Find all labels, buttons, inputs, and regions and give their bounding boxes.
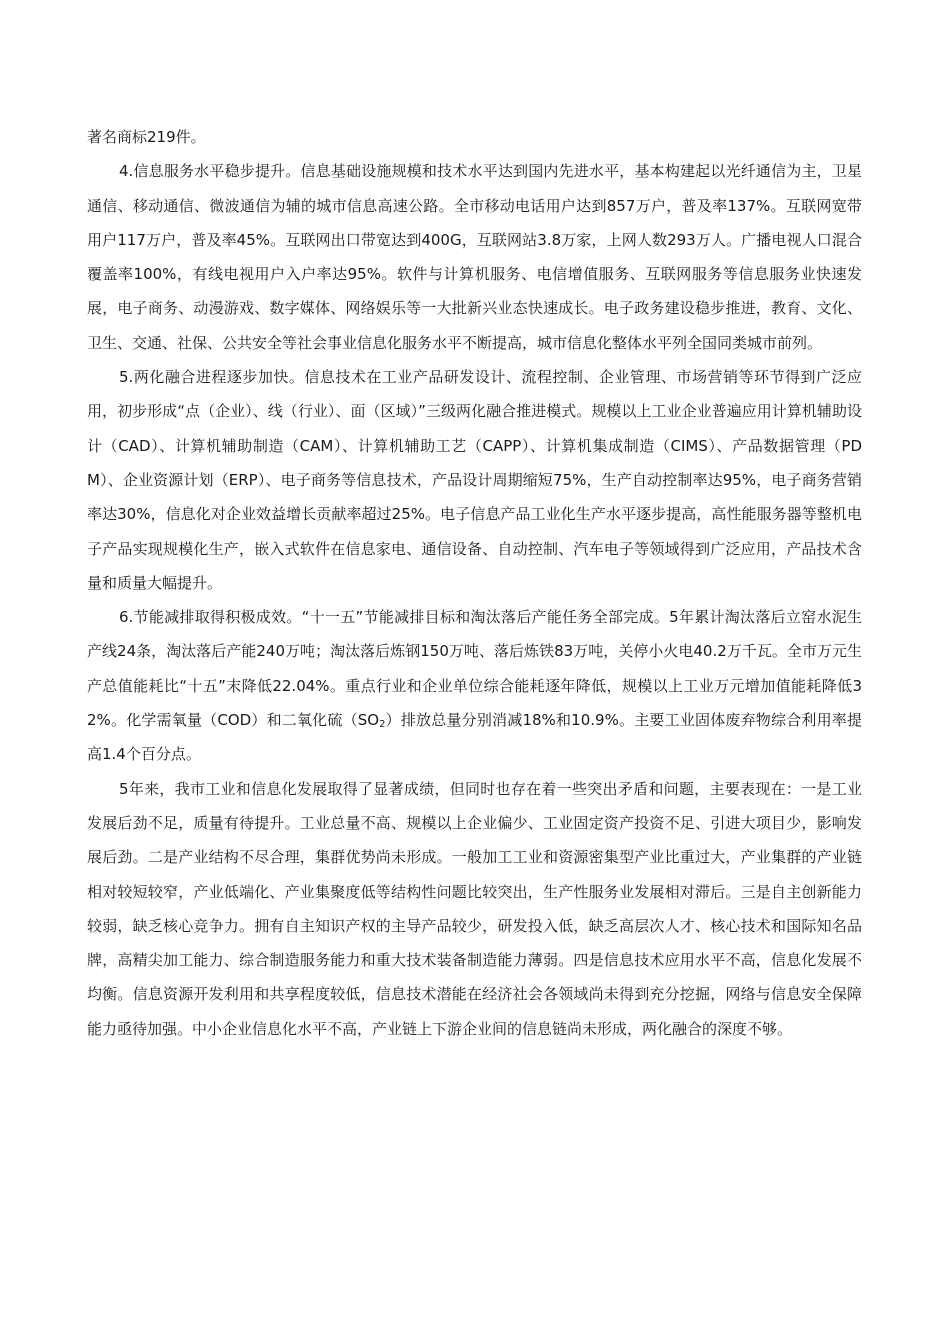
paragraph-problems-summary: 5年来，我市工业和信息化发展取得了显著成绩，但同时也存在着一些突出矛盾和问题，主要表现在：一是工业发展后劲不足，质量有待提升。工业总量不高、规模以上企业偏少、工业固定资产投资不足、引进大项目少，影响发展后劲。二是产业结构不尽合理，集群优势尚未形成。一般加工工业和资源密集型产业比重过大，产业集群的产业链相对较短较窄，产业低端化、产业集聚度低等结构性问题比较突出，生产性服务业发展相对滞后。三是自主创新能力较弱，缺乏核心竞争力。拥有自主知识产权的主导产品较少，研发投入低，缺乏高层次人才、核心技术和国际知名品牌，高精尖加工能力、综合制造服务能力和重大技术装备制造能力薄弱。四是信息技术应用水平不高，信息化发展不均衡。信息资源开发利用和共享程度较低，信息技术潜能在经济社会各领域尚未得到充分挖掘，网络与信息安全保障能力亟待加强。中小企业信息化水平不高，产业链上下游企业间的信息链尚未形成，两化融合的深度不够。 [87, 779, 862, 1038]
paragraph-integration-progress: 5.两化融合进程逐步加快。信息技术在工业产品研发设计、流程控制、企业管理、市场营销等环节得到广泛应用，初步形成“点（企业）、线（行业）、面（区域）”三级两化融合推进模式。规模以上工业企业普遍应用计算机辅助设计（CAD）、计算机辅助制造（CAM）、计算机辅助工艺（CAPP）、计算机集成制造（CIMS）、产品数据管理（PDM）、企业资源计划（ERP）、电子商务等信息技术，产品设计周期缩短75%，生产自动控制率达95%，电子商务营销率达30%，信息化对企业效益增长贡献率超过25%。电子信息产品工业化生产水平逐步提高，高性能服务器等整机电子产品实现规模化生产，嵌入式软件在信息家电、通信设备、自动控制、汽车电子等领域得到广泛应用，产品技术含量和质量大幅提升。 [87, 368, 862, 592]
paragraph-continuation: 著名商标219件。 [87, 128, 206, 146]
paragraph-energy-saving-part1: 6.节能减排取得积极成效。“十一五”节能减排目标和淘汰落后产能任务全部完成。5年累计淘汰落后立窑水泥生产线24条，淘汰落后产能240万吨；淘汰落后炼钢150万吨、落后炼铁83万吨，关停小火电40.2万千瓦。全市万元生产总值能耗比“十五”末降低22.04%。重点行业和企业单位综合能耗逐年降低，规模以上工业万元增加值能耗降低32%。化学需氧量（COD）和二氧化硫（SO [87, 608, 862, 730]
so2-subscript: 2 [379, 719, 386, 731]
paragraph-information-services: 4.信息服务水平稳步提升。信息基础设施规模和技术水平达到国内先进水平，基本构建起以光纤通信为主，卫星通信、移动通信、微波通信为辅的城市信息高速公路。全市移动电话用户达到857万户，普及率137%。互联网宽带用户117万户，普及率45%。互联网出口带宽达到400G，互联网站3.8万家，上网人数293万人。广播电视人口混合覆盖率100%，有线电视用户入户率达95%。软件与计算机服务、电信增值服务、互联网服务等信息服务业快速发展，电子商务、动漫游戏、数字媒体、网络娱乐等一大批新兴业态快速成长。电子政务建设稳步推进，教育、文化、卫生、交通、社保、公共安全等社会事业信息化服务水平不断提高，城市信息化整体水平列全国同类城市前列。 [87, 162, 862, 352]
paragraph-energy-saving [87, 600, 862, 771]
paragraph-energy-saving-part2: ）排放总量分别消减18%和10.9%。主要工业固体废弃物综合利用率提高1.4个百分点。 [87, 711, 862, 764]
document-body [87, 120, 862, 1046]
